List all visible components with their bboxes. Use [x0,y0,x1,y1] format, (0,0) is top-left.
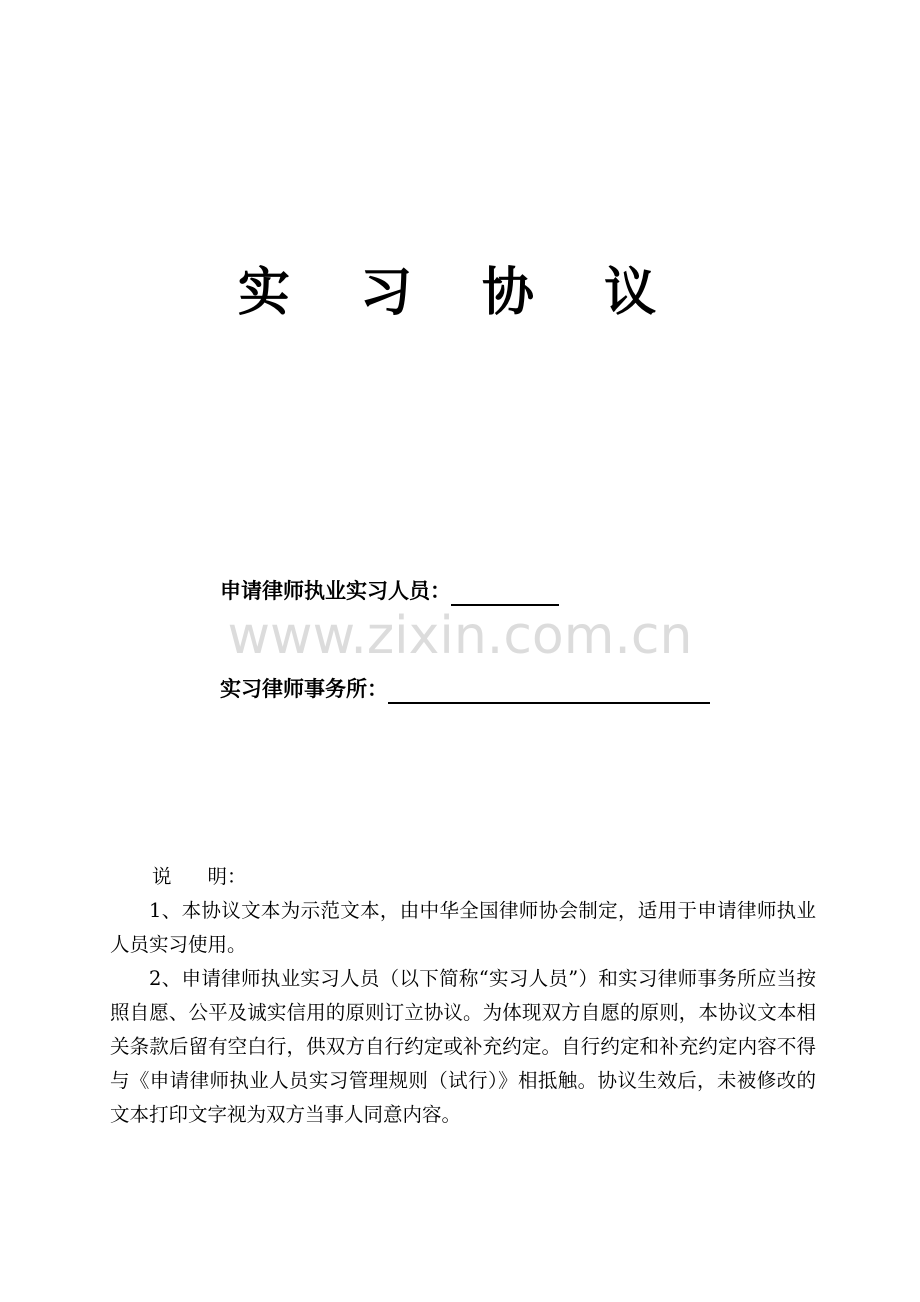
notes-heading-part-2: 明： [207,865,247,888]
firm-blank-line [388,678,710,704]
notes-heading-part-1: 说 [152,865,172,888]
notes-paragraph-1: 1、本协议文本为示范文本，由中华全国律师协会制定，适用于申请律师执业人员实习使用。 [110,899,816,956]
applicant-field [220,576,559,606]
notes-heading [110,860,816,894]
notes-section [110,860,816,1132]
firm-field [220,674,710,704]
notes-paragraph-2: 2、申请律师执业实习人员（以下简称“实习人员”）和实习律师事务所应当按照自愿、公平及诚实信用的原则订立协议。为体现双方自愿的原则，本协议文本相关条款后留有空白行，供双方自行约定或补充约定。自行约定和补充约定内容不得与《申请律师执业人员实习管理规则（试行）》相抵触。协议生效后，未被修改的文本打印文字视为双方当事人同意内容。 [110,967,816,1126]
document-title: 实 习 协 议 [237,263,683,323]
applicant-label: 申请律师执业实习人员： [220,579,451,603]
applicant-blank-line [451,580,559,606]
watermark: www.zixin.com.cn [227,606,693,666]
firm-label: 实习律师事务所： [220,677,388,701]
